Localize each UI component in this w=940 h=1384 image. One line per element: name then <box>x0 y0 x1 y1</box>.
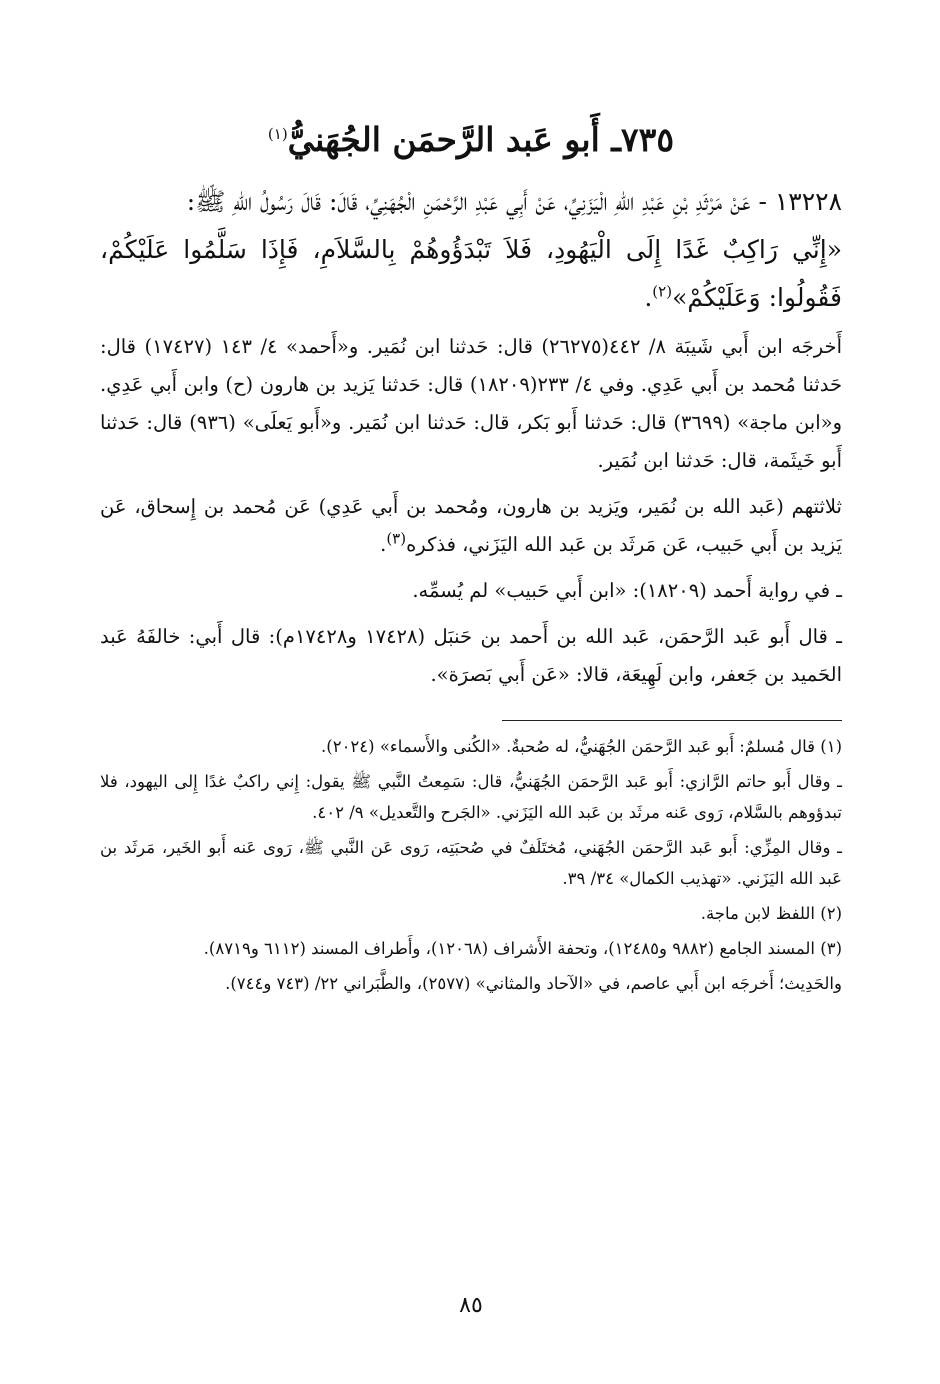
page-number: ٨٥ <box>459 1293 483 1318</box>
page-title <box>100 110 842 170</box>
title-footnote-ref: (١) <box>267 125 288 143</box>
takhrij-paragraph-2 <box>100 488 842 564</box>
hadith-matn-end: . <box>644 283 653 312</box>
hadith-matn-text: «إِنِّي رَاكِبٌ غَدًا إِلَى الْيَهُودِ، فَلاَ تَبْدَؤُوهُمْ بِالسَّلاَمِ، فَإِذَا سَلَّمُوا عَلَيْكُمْ، فَقُولُوا: وَعَلَيْكُمْ» <box>100 235 842 312</box>
footnotes <box>100 731 842 999</box>
footnote-2: (٢) اللفظ لابن ماجة. <box>700 904 842 923</box>
footnote-1: (١) قال مُسلمٌ: أَبو عَبد الرَّحمَن الجُهَنيُّ، له صُحبةٌ. «الكُنى والأَسماء» (٢٠٢٤). <box>321 737 842 756</box>
takhrij-paragraph-2-end: . <box>380 533 387 556</box>
takhrij-paragraph-4: ـ قال أَبو عَبد الرَّحمَن، عَبد الله بن أَحمد بن حَنبَل (١٧٤٢٨ و١٧٤٢٨م): قال أَبي: خالفَهُ عَبد الحَميد بن جَعفر، وابن لَهِيعَة، قالا: «عَن أَبي بَصرَة». <box>100 625 842 686</box>
hadith-footnote-ref: (٢) <box>652 282 673 301</box>
hadith-isnad: ١٣٢٢٨ - عَنْ مَرْثَدِ بْنِ عَبْدِ اللهِ الْيَزَنِيِّ، عَنْ أَبِي عَبْدِ الرَّحْمَنِ الْجُهَنِيِّ، قَالَ: قَالَ رَسُولُ اللهِ ﷺ: <box>186 187 842 216</box>
document-page <box>100 110 842 1330</box>
takhrij-paragraph-3: ـ في رواية أَحمد (١٨٢٠٩): «ابن أَبي حَبيب» لم يُسمِّه. <box>412 579 842 602</box>
footnote-separator <box>502 720 842 721</box>
title-text: ٧٣٥ـ أَبو عَبد الرَّحمَن الجُهَنيُّ <box>287 120 675 159</box>
footnote-3-hadith: والحَدِيث؛ أَخرجَه ابن أَبي عاصم، في «الآحاد والمثاني» (٢٥٧٧)، والطَّبَراني ٢٢/ (٧٤٣ و٧٤٤). <box>225 974 842 993</box>
hadith-matn <box>100 226 842 322</box>
takhrij-paragraph-2-text: ثلاثتهم (عَبد الله بن نُمَير، ويَزيد بن هارون، ومُحمد بن أَبي عَدِي) عَن مُحمد بن إِسحاق، عَن يَزيد بن أَبي حَبيب، عَن مَرثَد بن عَبد الله اليَزَني، فذكره <box>100 495 842 556</box>
footnote-3: (٣) المسند الجامع (٩٨٨٢ و١٢٤٨٥)، وتحفة الأَشراف (١٢٠٦٨)، وأَطراف المسند (٦١١٢ و٨٧١٩). <box>203 939 842 958</box>
footnote-1-mizzi: ـ وقال المِزِّي: أَبو عَبد الرَّحمَن الجُهَني، مُختَلَفٌ في صُحبَتِه، رَوى عَن النَّبي ﷺ، رَوى عَنه أَبو الخَير، مَرثَد بن عَبد الله اليَزَني. «تهذيب الكمال» ٣٤/ ٣٩. <box>100 838 842 888</box>
footnote-1-abu-hatim: ـ وقال أَبو حاتم الرَّازي: أَبو عَبد الرَّحمَن الجُهَنيُّ، قال: سَمِعتُ النَّبي ﷺ يقول: إِني راكبٌ غدًا إِلى اليهود، فلا تبدؤوهم بالسَّلام، رَوى عَنه مرثَد بن عَبد الله اليَزَني. «الجَرح والتَّعديل» ٩/ ٤٠٢. <box>100 772 842 822</box>
takhrij-paragraph-1: أَخرجَه ابن أَبي شَيبَة ٨/ ٤٤٢(٢٦٢٧٥) قال: حَدثنا ابن نُمَير. و«أَحمد» ٤/ ١٤٣ (١٧٤٢٧) قال: حَدثنا مُحمد بن أَبي عَدِي. وفي ٤/ ٢٣٣(١٨٢٠٩) قال: حَدثنا يَزيد بن هارون (ح) وابن أَبي عَدِي. و«ابن ماجة» (٣٦٩٩) قال: حَدثنا أَبو بَكر، قال: حَدثنا ابن نُمَير. و«أَبو يَعلَى» (٩٣٦) قال: حَدثنا أَبو خَيثَمة، قال: حَدثنا ابن نُمَير. <box>100 335 842 472</box>
takhrij-footnote-ref: (٣) <box>386 529 407 548</box>
